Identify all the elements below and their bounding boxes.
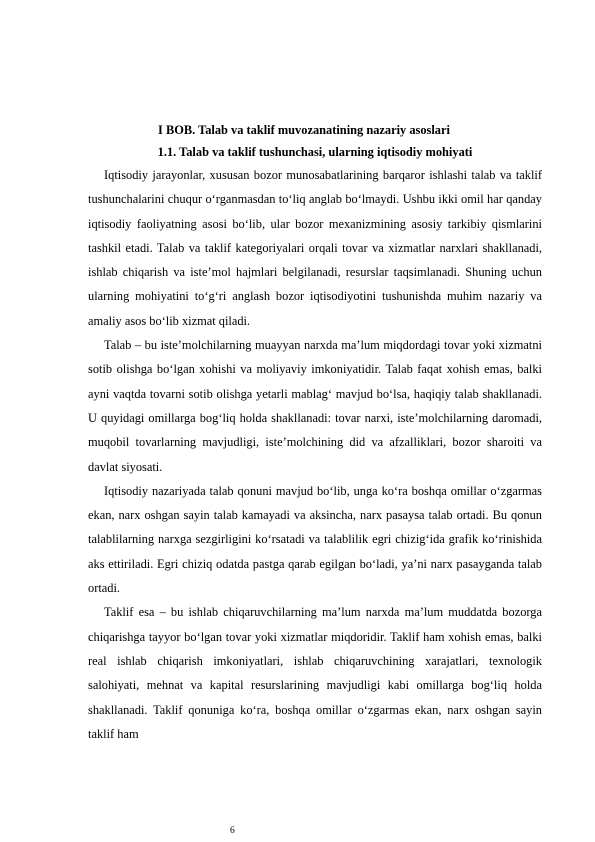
paragraph-4: Taklif esa – bu ishlab chiqaruvchilarning ma’lum narxda ma’lum muddatda bozorga chiqarishga tayyor bo‘lgan tovar yoki xizmatlar miqdoridir. Taklif ham xohish emas, balki real ishlab chiqarish imkoniyatlari, ishlab chiqaruvchining xarajatlari, texnologik salohiyati, mehnat va kapital resurslarining mavjudligi kabi omillarga bog‘liq holda shakllanadi. Taklif qonuniga ko‘ra, boshqa omillar o‘zgarmas ekan, narx oshgan sayin taklif ham <box>88 605 542 741</box>
paragraph-2: Talab – bu iste’molchilarning muayyan narxda ma’lum miqdordagi tovar yoki xizmatni sotib olishga bo‘lgan xohishi va moliyaviy imkoniyatidir. Talab faqat xohish emas, balki ayni vaqtda tovarni sotib olishga yetarli mablag‘ mavjud bo‘lsa, haqiqiy talab shakllanadi. U quyidagi omillarga bog‘liq holda shakllanadi: tovar narxi, iste’molchilarning daromadi, muqobil tovarlarning mavjudligi, iste’molchining did va afzalliklari, bozor sharoiti va davlat siyosati. <box>88 338 542 474</box>
section-title: 1.1. Talab va taklif tushunchasi, ularning iqtisodiy mohiyati <box>157 145 473 159</box>
paragraph-1: Iqtisodiy jarayonlar, xususan bozor munosabatlarining barqaror ishlashi talab va taklif tushunchalarini chuqur o‘rganmasdan to‘liq anglab bo‘lmaydi. Ushbu ikki omil har qanday iqtisodiy faoliyatning asosi bo‘lib, ular bozor mexanizmining asosiy tarkibiy qismlarini tashkil etadi. Talab va taklif kategoriyalari orqali tovar va xizmatlar narxlari shakllanadi, ishlab chiqarish va iste’mol hajmlari belgilanadi, resurslar taqsimlanadi. Shuning uchun ularning mohiyatini to‘g‘ri anglash bozor iqtisodiyotini tushunishda muhim nazariy va amaliy asos bo‘lib xizmat qiladi. <box>88 168 542 328</box>
chapter-title: I BOB. Talab va taklif muvozanatining nazariy asoslari <box>158 123 450 137</box>
page-number: 6 <box>230 826 235 836</box>
paragraph-3: Iqtisodiy nazariyada talab qonuni mavjud bo‘lib, unga ko‘ra boshqa omillar o‘zgarmas ekan, narx oshgan sayin talab kamayadi va aksincha, narx pasaysa talab ortadi. Bu qonun talablilarning narxga sezgirligini ko‘rsatadi va talablilik egri chizig‘ida grafik ko‘rinishida aks ettiriladi. Egri chiziq odatda pastga qarab egilgan bo‘ladi, ya’ni narx pasayganda talab ortadi. <box>88 483 542 596</box>
document-page <box>88 119 542 746</box>
